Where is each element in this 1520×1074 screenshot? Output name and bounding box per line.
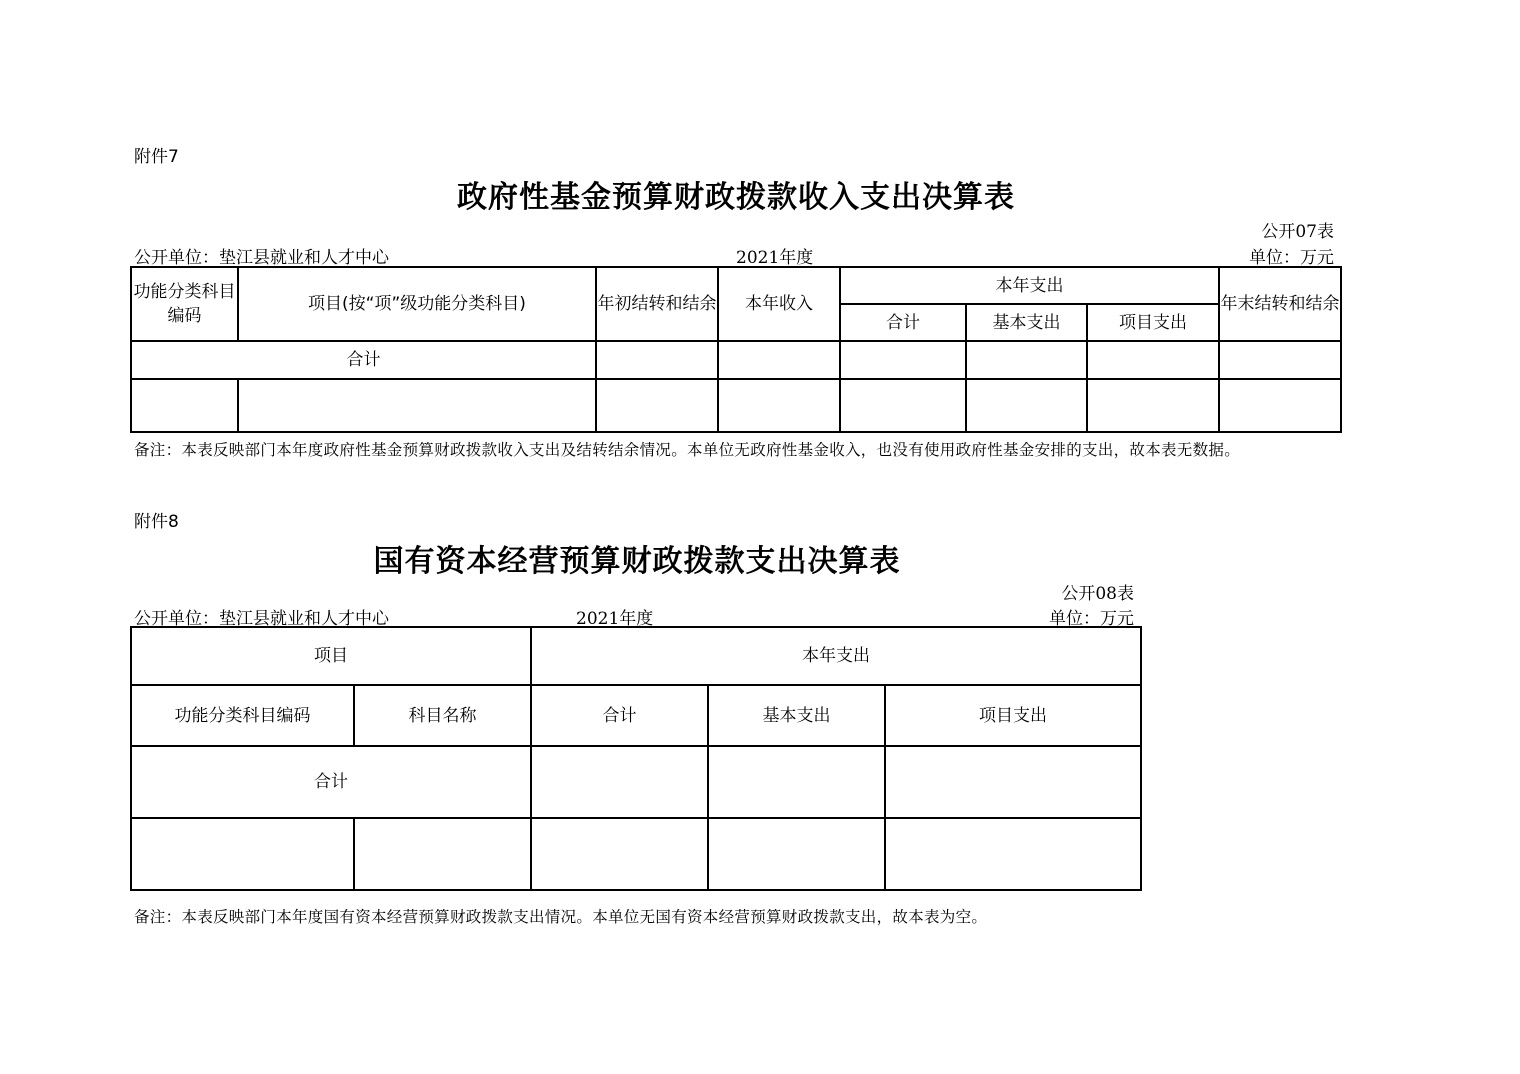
table-cell — [531, 746, 708, 818]
table-7-note: 备注：本表反映部门本年度政府性基金预算财政拨款收入支出及结转结余情况。本单位无政府性基金收入，也没有使用政府性基金安排的支出，故本表无数据。 — [134, 441, 1241, 459]
header-basic: 基本支出 — [708, 685, 885, 746]
header-total: 合计 — [840, 304, 966, 341]
table-cell — [718, 341, 840, 379]
table-8-empty-row — [131, 818, 1141, 890]
table-cell — [966, 379, 1087, 432]
header-code: 功能分类科目编码 — [131, 685, 354, 746]
table-cell — [531, 818, 708, 890]
table-cell — [131, 818, 354, 890]
table-8-unit-org: 公开单位：垫江县就业和人才中心 — [134, 609, 389, 629]
table-7-number: 公开07表 — [1261, 222, 1334, 242]
header-begin-balance: 年初结转和结余 — [596, 267, 718, 341]
header-end-balance: 年末结转和结余 — [1219, 267, 1341, 341]
table-8-title: 国有资本经营预算财政拨款支出决算表 — [373, 544, 901, 579]
table-8-currency: 单位：万元 — [1049, 609, 1134, 629]
table-8-number: 公开08表 — [1061, 584, 1134, 604]
header-code: 功能分类科目编码 — [131, 267, 238, 341]
total-label: 合计 — [131, 341, 596, 379]
table-cell — [354, 818, 531, 890]
header-item: 项目(按“项”级功能分类科目) — [238, 267, 596, 341]
header-expense-group: 本年支出 — [840, 267, 1219, 304]
table-cell — [131, 379, 238, 432]
table-7-header-row-1 — [131, 267, 1341, 304]
total-label: 合计 — [131, 746, 531, 818]
header-basic: 基本支出 — [966, 304, 1087, 341]
table-7-year: 2021年度 — [736, 248, 814, 268]
table-7-title: 政府性基金预算财政拨款收入支出决算表 — [457, 180, 1015, 215]
header-item-group: 项目 — [131, 627, 531, 685]
table-cell — [1087, 379, 1219, 432]
table-7-currency: 单位：万元 — [1249, 248, 1334, 268]
header-expense-group: 本年支出 — [531, 627, 1141, 685]
table-cell — [1219, 341, 1341, 379]
table-cell — [718, 379, 840, 432]
table-cell — [596, 341, 718, 379]
table-7-unit-org: 公开单位：垫江县就业和人才中心 — [134, 248, 389, 268]
table-8-header-row-1 — [131, 627, 1141, 685]
table-cell — [885, 746, 1141, 818]
table-8 — [130, 626, 1142, 891]
table-8-year: 2021年度 — [576, 609, 654, 629]
table-7-total-row — [131, 341, 1341, 379]
table-cell — [1219, 379, 1341, 432]
table-cell — [1087, 341, 1219, 379]
table-cell — [238, 379, 596, 432]
table-8-header-row-2 — [131, 685, 1141, 746]
table-cell — [885, 818, 1141, 890]
table-8-total-row — [131, 746, 1141, 818]
table-cell — [840, 379, 966, 432]
header-project: 项目支出 — [1087, 304, 1219, 341]
header-income: 本年收入 — [718, 267, 840, 341]
table-cell — [708, 746, 885, 818]
annex-8-label: 附件8 — [134, 512, 179, 532]
annex-7-label: 附件7 — [134, 147, 179, 167]
table-cell — [840, 341, 966, 379]
table-cell — [708, 818, 885, 890]
table-cell — [596, 379, 718, 432]
header-name: 科目名称 — [354, 685, 531, 746]
header-total: 合计 — [531, 685, 708, 746]
table-7-empty-row — [131, 379, 1341, 432]
header-project: 项目支出 — [885, 685, 1141, 746]
table-cell — [966, 341, 1087, 379]
table-7 — [130, 266, 1342, 433]
table-8-note: 备注：本表反映部门本年度国有资本经营预算财政拨款支出情况。本单位无国有资本经营预算财政拨款支出，故本表为空。 — [134, 908, 988, 926]
